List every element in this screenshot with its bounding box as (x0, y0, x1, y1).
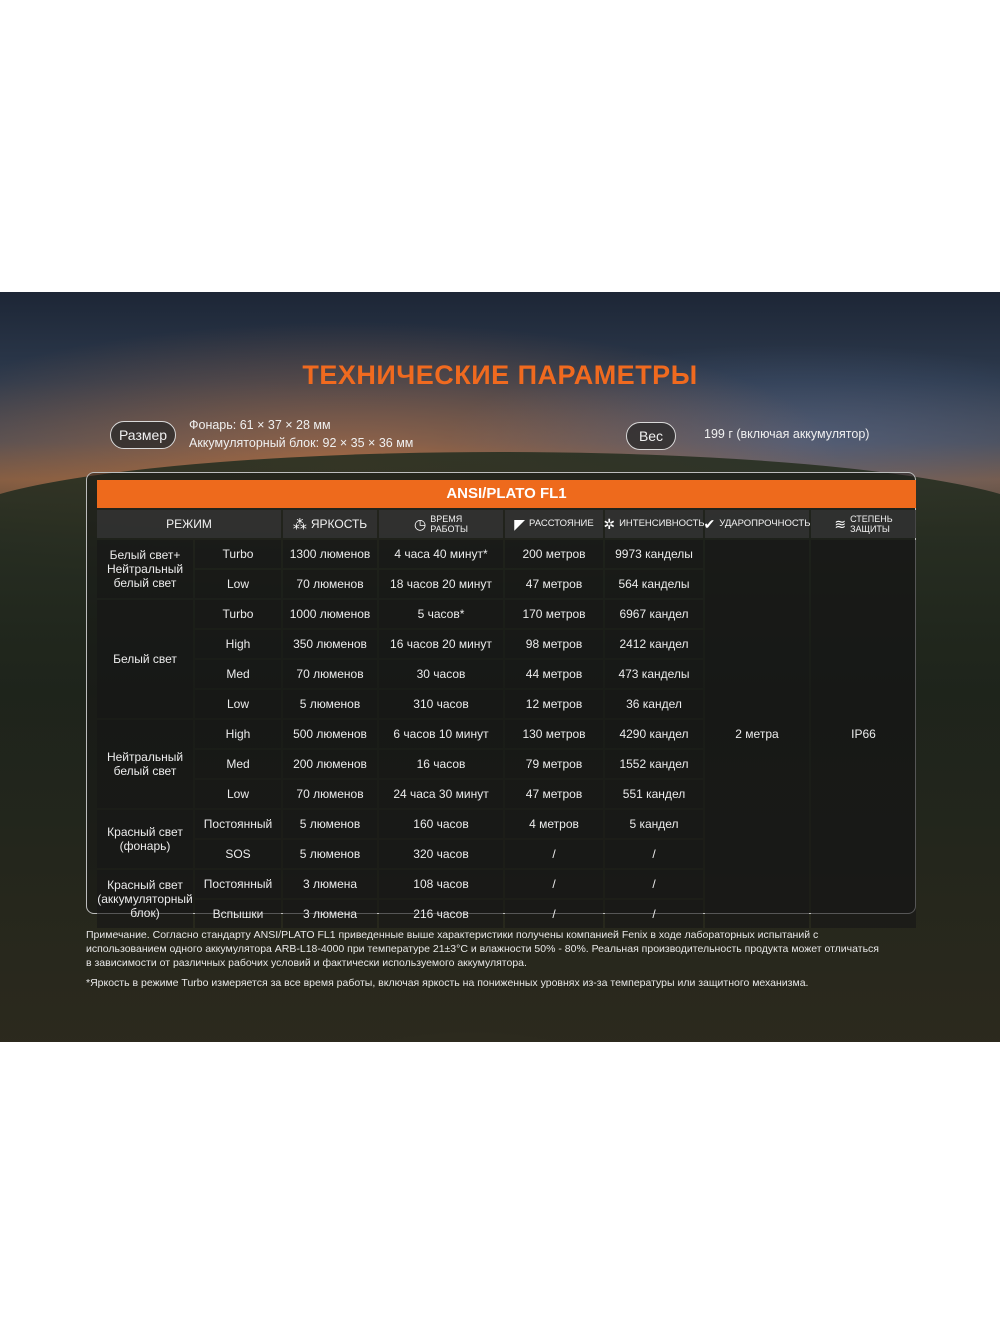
cell-brightness: 350 люменов (283, 630, 377, 658)
checkmark-icon: ✔ (703, 516, 716, 532)
cell-intensity: 551 кандел (605, 780, 703, 808)
cell-distance: / (505, 900, 603, 928)
size-flashlight: Фонарь: 61 × 37 × 28 мм (189, 418, 331, 432)
cell-runtime: 160 часов (379, 810, 503, 838)
header-runtime: ◷ ВРЕМЯ РАБОТЫ (379, 510, 503, 538)
cell-mode: High (195, 630, 281, 658)
cell-mode: Med (195, 750, 281, 778)
header-brightness: ⁂ ЯРКОСТЬ (283, 510, 377, 538)
weight-label: Вес (626, 422, 676, 450)
cell-intensity: 9973 канделы (605, 540, 703, 568)
cell-mode: Turbo (195, 540, 281, 568)
cell-mode: SOS (195, 840, 281, 868)
cell-distance: 170 метров (505, 600, 603, 628)
cell-runtime: 30 часов (379, 660, 503, 688)
cell-mode: Low (195, 570, 281, 598)
cell-distance: 79 метров (505, 750, 603, 778)
cell-brightness: 5 люменов (283, 810, 377, 838)
footnote-turbo: *Яркость в режиме Turbo измеряется за все время работы, включая яркость на пониженных уровнях из-за температуры или защитного механизма. (86, 977, 809, 989)
cell-brightness: 70 люменов (283, 570, 377, 598)
clock-icon: ◷ (414, 516, 427, 532)
cell-distance: 47 метров (505, 570, 603, 598)
cell-runtime: 216 часов (379, 900, 503, 928)
spec-banner (0, 292, 1000, 1042)
cell-distance: 98 метров (505, 630, 603, 658)
cell-distance: / (505, 870, 603, 898)
weight-value: 199 г (включая аккумулятор) (704, 427, 870, 441)
cell-brightness: 3 люмена (283, 870, 377, 898)
cell-intensity: 473 канделы (605, 660, 703, 688)
cell-mode: High (195, 720, 281, 748)
size-battery-pack: Аккумуляторный блок: 92 × 35 × 36 мм (189, 436, 414, 450)
size-label: Размер (110, 421, 176, 449)
cell-intensity: 6967 кандел (605, 600, 703, 628)
cell-intensity: 564 канделы (605, 570, 703, 598)
cell-runtime: 310 часов (379, 690, 503, 718)
cell-runtime: 108 часов (379, 870, 503, 898)
cell-brightness: 70 люменов (283, 660, 377, 688)
cell-distance: 4 метров (505, 810, 603, 838)
intensity-icon: ✲ (603, 516, 616, 532)
cell-distance: 47 метров (505, 780, 603, 808)
cell-mode: Turbo (195, 600, 281, 628)
cell-intensity: 36 кандел (605, 690, 703, 718)
table-title: ANSI/PLATO FL1 (97, 480, 916, 508)
cell-intensity: / (605, 840, 703, 868)
cell-runtime: 6 часов 10 минут (379, 720, 503, 748)
cell-runtime: 16 часов 20 минут (379, 630, 503, 658)
impact-value: 2 метра (705, 540, 809, 928)
cell-runtime: 320 часов (379, 840, 503, 868)
cell-intensity: / (605, 870, 703, 898)
cell-brightness: 200 люменов (283, 750, 377, 778)
cell-intensity: 2412 кандел (605, 630, 703, 658)
header-distance: ◤ РАССТОЯНИЕ (505, 510, 603, 538)
cell-distance: 130 метров (505, 720, 603, 748)
page-title: ТЕХНИЧЕСКИЕ ПАРАМЕТРЫ (302, 360, 698, 390)
cell-brightness: 3 люмена (283, 900, 377, 928)
cell-intensity: 1552 кандел (605, 750, 703, 778)
cell-distance: 44 метров (505, 660, 603, 688)
group-white-neutral: Белый свет+ Нейтральный белый свет (97, 540, 193, 598)
header-protection: ≋ СТЕПЕНЬ ЗАЩИТЫ (811, 510, 916, 538)
cell-mode: Low (195, 690, 281, 718)
cell-intensity: 5 кандел (605, 810, 703, 838)
brightness-icon: ⁂ (292, 516, 307, 532)
cell-runtime: 18 часов 20 минут (379, 570, 503, 598)
cell-runtime: 16 часов (379, 750, 503, 778)
cell-brightness: 5 люменов (283, 840, 377, 868)
group-red-flashlight: Красный свет (фонарь) (97, 810, 193, 868)
size-values (189, 416, 413, 452)
spec-table (97, 480, 902, 921)
header-intensity: ✲ ИНТЕНСИВНОСТЬ (605, 510, 703, 538)
cell-distance: / (505, 840, 603, 868)
cell-mode: Постоянный (195, 810, 281, 838)
cell-mode: Вспышки (195, 900, 281, 928)
cell-mode: Low (195, 780, 281, 808)
cell-brightness: 1300 люменов (283, 540, 377, 568)
footnote-ansi: Примечание. Согласно стандарту ANSI/PLATO FL1 приведенные выше характеристики получены компанией Fenix в ходе лабораторных испытаний с использованием одного аккумулятора ARB-L18-4000 при температуре 21±3°C и влажности 50% - 80%. Реальная производительность продукта может отличаться в зависимости от различных рабочих условий и фактически используемого аккумулятора. (86, 929, 879, 969)
cell-brightness: 1000 люменов (283, 600, 377, 628)
group-white: Белый свет (97, 600, 193, 718)
cell-intensity: 4290 кандел (605, 720, 703, 748)
header-mode: РЕЖИМ (97, 510, 281, 538)
water-protection-icon: ≋ (834, 516, 847, 532)
cell-brightness: 5 люменов (283, 690, 377, 718)
beam-distance-icon: ◤ (514, 516, 526, 532)
group-red-battery: Красный свет (аккумуляторный блок) (97, 870, 193, 928)
group-neutral-white: Нейтральный белый свет (97, 720, 193, 808)
protection-value: IP66 (811, 540, 916, 928)
cell-mode: Med (195, 660, 281, 688)
cell-intensity: / (605, 900, 703, 928)
cell-brightness: 70 люменов (283, 780, 377, 808)
cell-runtime: 4 часа 40 минут* (379, 540, 503, 568)
cell-runtime: 5 часов* (379, 600, 503, 628)
cell-mode: Постоянный (195, 870, 281, 898)
cell-distance: 200 метров (505, 540, 603, 568)
cell-brightness: 500 люменов (283, 720, 377, 748)
cell-distance: 12 метров (505, 690, 603, 718)
header-impact: ✔ УДАРОПРОЧНОСТЬ (705, 510, 809, 538)
cell-runtime: 24 часа 30 минут (379, 780, 503, 808)
